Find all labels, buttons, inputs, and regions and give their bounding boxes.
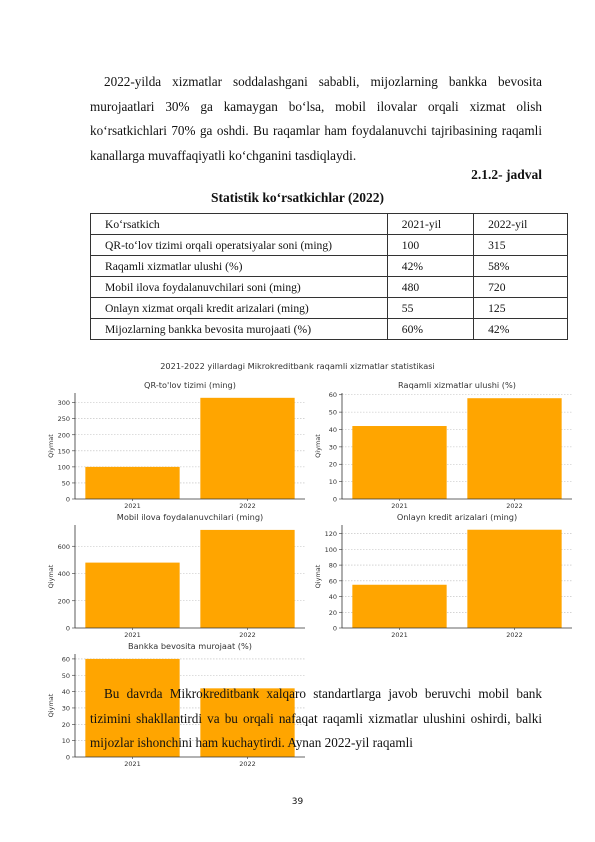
y-axis-label: Qiymat: [47, 434, 55, 458]
y-tick-label: 50: [61, 671, 70, 680]
x-tick-label: 2022: [506, 631, 523, 639]
bar: [352, 426, 446, 499]
y-tick-label: 40: [328, 425, 337, 434]
y-axis-label: Qiymat: [314, 434, 322, 458]
table-header-cell: Ko‘rsatkich: [91, 214, 388, 235]
y-tick-label: 50: [61, 479, 70, 488]
table-header-row: [91, 214, 568, 235]
y-tick-label: 600: [57, 542, 70, 551]
x-tick-label: 2021: [124, 502, 141, 510]
y-tick-label: 20: [328, 460, 337, 469]
chart-mobile-users: [45, 508, 310, 641]
x-tick-label: 2022: [506, 502, 523, 510]
y-tick-label: 20: [328, 608, 337, 617]
y-tick-label: 20: [61, 720, 70, 729]
y-tick-label: 60: [328, 391, 337, 400]
y-tick-label: 60: [61, 655, 70, 664]
y-tick-label: 200: [57, 431, 70, 440]
bar: [200, 398, 294, 499]
table-title: Statistik ko‘rsatkichlar (2022): [210, 190, 384, 205]
y-axis-label: Qiymat: [47, 693, 55, 718]
statistics-table: [90, 213, 568, 340]
y-tick-label: 40: [61, 688, 70, 697]
table-cell: Raqamli xizmatlar ulushi (%): [91, 256, 388, 277]
table-cell: 55: [387, 298, 473, 319]
y-tick-label: 30: [61, 704, 70, 713]
y-tick-label: 400: [57, 570, 70, 579]
x-tick-label: 2022: [239, 631, 256, 639]
table-cell: 100: [387, 235, 473, 256]
y-tick-label: 120: [324, 530, 337, 539]
bar: [467, 530, 561, 628]
y-tick-label: 40: [328, 593, 337, 602]
table-header-cell: 2022-yil: [474, 214, 568, 235]
y-tick-label: 10: [61, 737, 70, 746]
y-tick-label: 300: [57, 399, 70, 408]
chart-qr-payments: [45, 376, 310, 512]
y-tick-label: 10: [328, 478, 337, 487]
y-tick-label: 80: [328, 561, 337, 570]
y-tick-label: 150: [57, 447, 70, 456]
table-row: [91, 277, 568, 298]
table-cell: 720: [474, 277, 568, 298]
y-tick-label: 30: [328, 443, 337, 452]
table-row: [91, 319, 568, 340]
table-reference: 2.1.2- jadval: [471, 167, 542, 182]
y-tick-label: 0: [65, 753, 70, 762]
y-tick-label: 0: [332, 624, 337, 633]
bar: [200, 530, 294, 628]
page-number: 39: [291, 797, 304, 807]
table-cell: Onlayn xizmat orqali kredit arizalari (ming): [91, 298, 388, 319]
y-tick-label: 0: [65, 495, 70, 504]
table-row: [91, 235, 568, 256]
chart-title: Mobil ilova foydalanuvchilari (ming): [116, 512, 264, 522]
bar: [85, 467, 179, 499]
y-axis-label: Qiymat: [314, 564, 322, 589]
table-cell: 125: [474, 298, 568, 319]
bar: [467, 398, 561, 499]
table-cell: 42%: [474, 319, 568, 340]
chart-title: Raqamli xizmatlar ulushi (%): [398, 380, 516, 390]
bar: [85, 563, 179, 628]
intro-paragraph: 2022-yilda xizmatlar soddalashgani sababli, mijozlarning bankka bevosita murojaatlari 30% ga kamaygan bo‘lsa, mobil ilovalar orqali xizmat olish ko‘rsatkichlari 70% ga oshdi. Bu raqamlar ham foydalanuvchi tajribasining raqamli kanallarga muvaffaqiyatli ko‘chganini tasdiqlaydi.: [90, 74, 542, 163]
y-tick-label: 100: [324, 545, 337, 554]
x-tick-label: 2021: [391, 502, 408, 510]
bar: [352, 585, 446, 628]
chart-online-credit: [312, 508, 577, 641]
chart-title: Bankka bevosita murojaat (%): [128, 641, 252, 651]
y-tick-label: 60: [328, 577, 337, 586]
y-tick-label: 100: [57, 463, 70, 472]
x-tick-label: 2021: [124, 631, 141, 639]
table-row: [91, 256, 568, 277]
y-axis-label: Qiymat: [47, 564, 55, 589]
table-row: [91, 298, 568, 319]
y-tick-label: 250: [57, 415, 70, 424]
y-tick-label: 200: [57, 597, 70, 606]
x-tick-label: 2022: [239, 502, 256, 510]
table-cell: 315: [474, 235, 568, 256]
table-cell: Mijozlarning bankka bevosita murojaati (%): [91, 319, 388, 340]
table-cell: 60%: [387, 319, 473, 340]
table-cell: QR-to‘lov tizimi orqali operatsiyalar soni (ming): [91, 235, 388, 256]
y-tick-label: 0: [332, 495, 337, 504]
closing-paragraph: Bu davrda Mikrokreditbank xalqaro standartlarga javob beruvchi mobil bank tizimini shakllantirdi va bu orqali nafaqat raqamli xizmatlar ulushini oshirdi, balki mijozlar ishonchini ham kuchaytirdi. Aynan 2022-yil raqamli: [90, 686, 542, 750]
x-tick-label: 2021: [124, 760, 141, 768]
y-tick-label: 50: [328, 408, 337, 417]
table-cell: 42%: [387, 256, 473, 277]
chart-digital-share: [312, 376, 577, 512]
table-header-cell: 2021-yil: [387, 214, 473, 235]
chart-title: QR-to'lov tizimi (ming): [144, 380, 236, 390]
figure-title: 2021-2022 yillardagi Mikrokreditbank raqamli xizmatlar statistikasi: [160, 361, 435, 371]
chart-title: Onlayn kredit arizalari (ming): [396, 512, 518, 522]
table-cell: Mobil ilova foydalanuvchilari soni (ming): [91, 277, 388, 298]
table-cell: 480: [387, 277, 473, 298]
x-tick-label: 2022: [239, 760, 256, 768]
x-tick-label: 2021: [391, 631, 408, 639]
table-cell: 58%: [474, 256, 568, 277]
y-tick-label: 0: [65, 624, 70, 633]
